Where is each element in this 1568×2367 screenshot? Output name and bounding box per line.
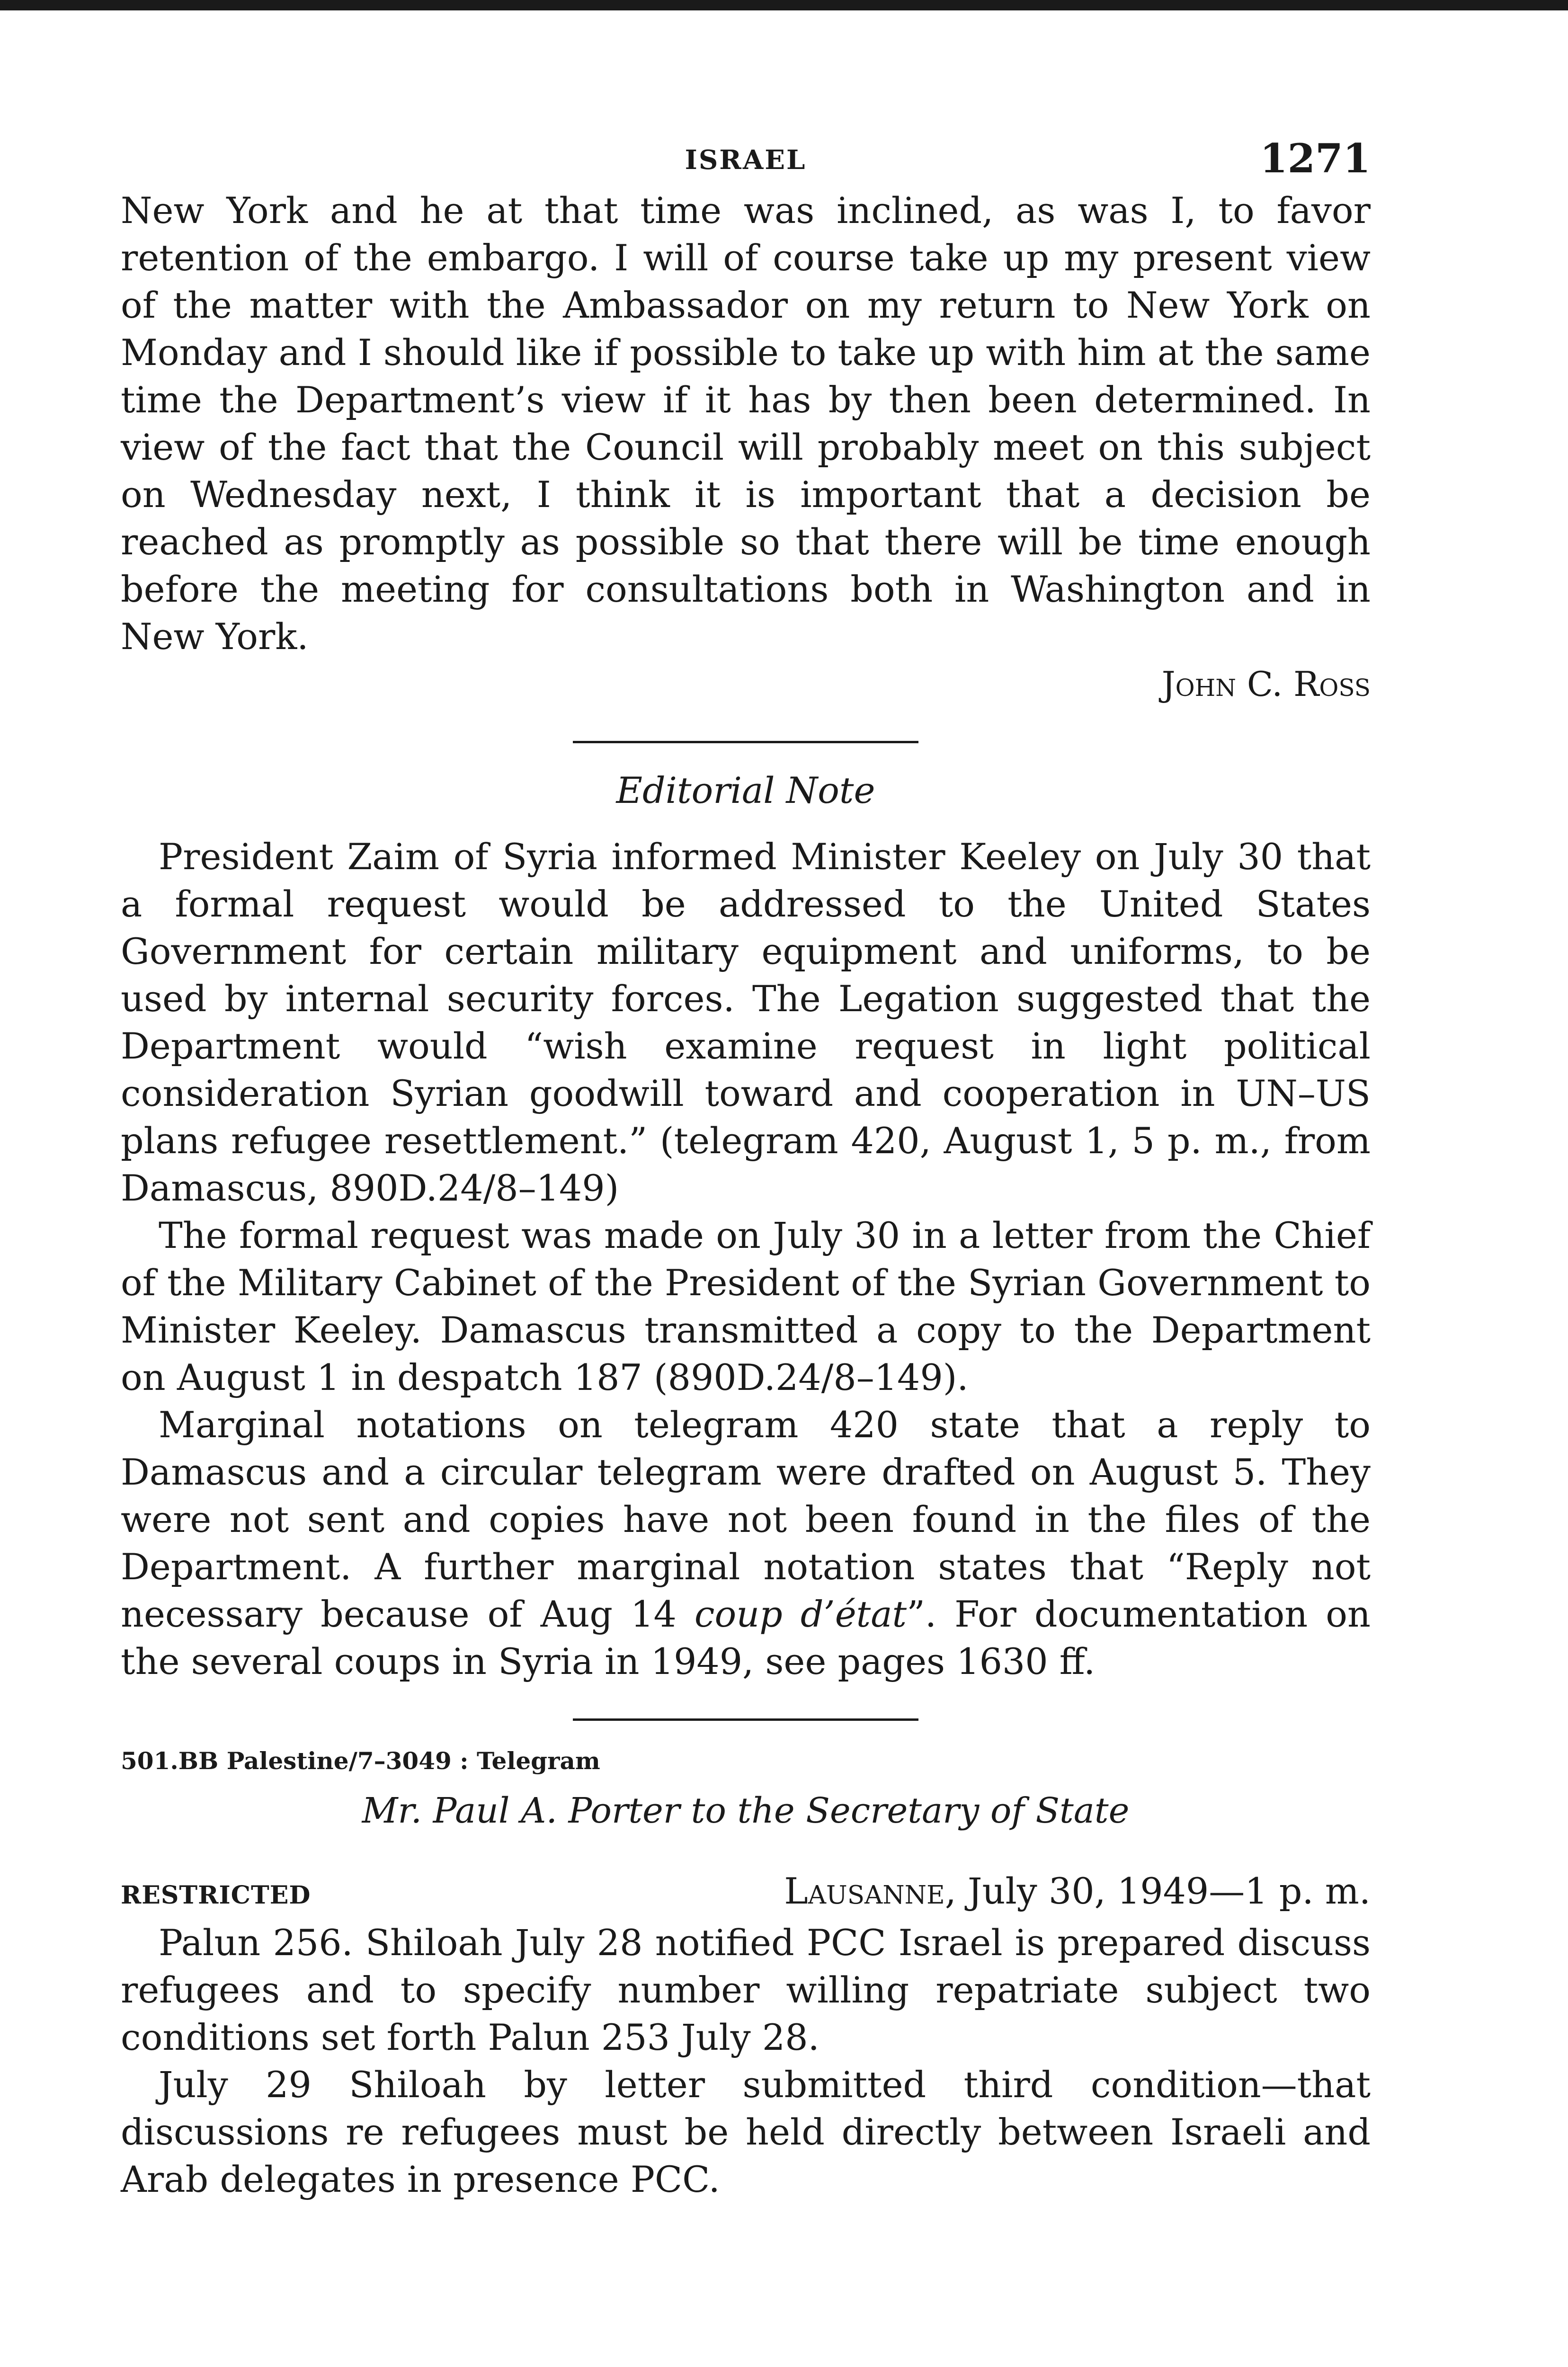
place-name: Lausanne	[784, 1870, 945, 1912]
top-border-rule	[0, 0, 1568, 10]
document-page	[121, 135, 1371, 2203]
continuation-paragraph: New York and he at that time was inclined, as was I, to favor retention of the embargo. I will of course take up my present view of the matter with the Ambassador on my return to New York on Monday and I should like if possible to take up with him at the same time the Department’s view if it has by then been determined. In view of the fact that the Council will probably meet on this subject on Wednesday next, I think it is important that a decision be reached as promptly as possible so that there will be time enough before the meeting for consultations both in Washington and in New York.	[121, 189, 1371, 658]
file-reference: 501.BB Palestine/7–3049 : Telegram	[121, 1747, 600, 1775]
editorial-note-text: ”. For documentation on the several coups in Syria in 1949, see pages 1630 ff.	[121, 1593, 1371, 1682]
section-divider	[573, 1718, 918, 1721]
editorial-note-paragraph	[121, 1401, 1371, 1685]
classification-label: RESTRICTED	[121, 1881, 311, 1910]
date-time: , July 30, 1949—1 p. m.	[944, 1870, 1371, 1912]
place-date	[784, 1868, 1371, 1915]
editorial-note-paragraph: The formal request was made on July 30 in a letter from the Chief of the Military Cabinet of the President of the Syrian Government to Minister Keeley. Damascus transmitted a copy to the Department on August 1 in despatch 187 (890D.24/8–149).	[121, 1214, 1371, 1398]
document-heading: Mr. Paul A. Porter to the Secretary of State	[362, 1790, 1130, 1831]
italic-phrase: coup d’état	[694, 1593, 907, 1635]
page-number: 1271	[1260, 135, 1371, 182]
telegram-paragraph: July 29 Shiloah by letter submitted third condition—that discussions re refugees must be held directly between Israeli and Arab delegates in presence PCC.	[121, 2064, 1371, 2200]
section-title: ISRAEL	[685, 144, 807, 176]
editorial-note-text: Marginal notations on telegram 420 state that a reply to Damascus and a circular telegram were drafted on August 5. They were not sent and copies have not been found in the files of the Department. A further marginal notation states that “Reply not necessary because of Aug 14	[121, 1404, 1371, 1635]
editorial-note-paragraph: President Zaim of Syria informed Minister Keeley on July 30 that a formal request would be addressed to the United States Government for certain military equipment and uniforms, to be used by internal security forces. The Legation suggested that the Department would “wish examine request in light political consideration Syrian goodwill toward and cooperation in UN–US plans refugee resettlement.” (telegram 420, August 1, 5 p. m., from Damascus, 890D.24/8–149)	[121, 836, 1371, 1209]
running-head	[121, 135, 1371, 187]
section-divider	[573, 741, 918, 743]
signature: John C. Ross	[1161, 664, 1371, 704]
dateline	[121, 1868, 1371, 1919]
editorial-note-title: Editorial Note	[616, 769, 875, 811]
telegram-paragraph: Palun 256. Shiloah July 28 notified PCC Israel is prepared discuss refugees and to specify number willing repatriate subject two conditions set forth Palun 253 July 28.	[121, 1922, 1371, 2058]
